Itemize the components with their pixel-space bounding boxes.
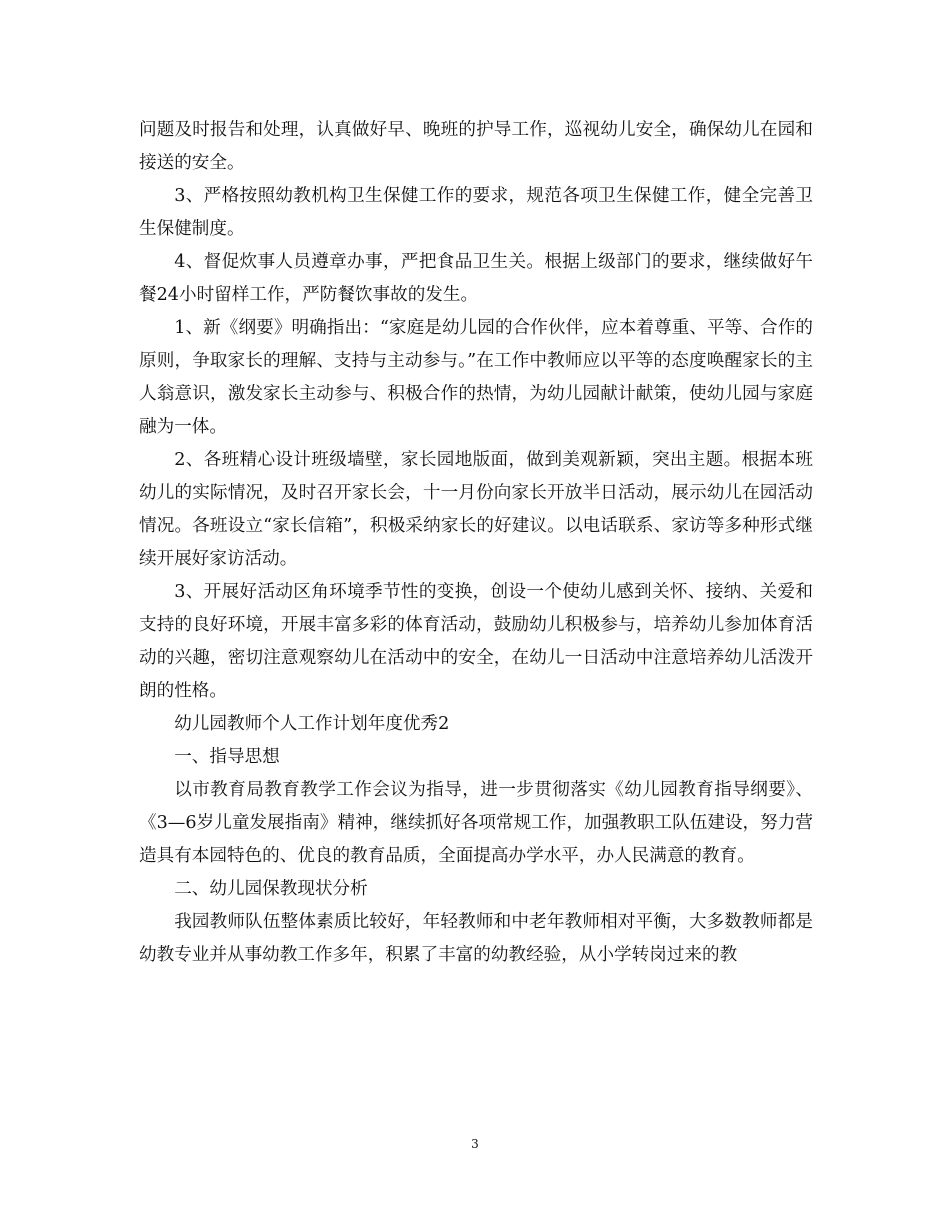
paragraph: 3、开展好活动区角环境季节性的变换，创设一个使幼儿感到关怀、接纳、关爱和支持的良好环境，开展丰富多彩的体育活动，鼓励幼儿积极参与，培养幼儿参加体育活动的兴趣，密切注意观察幼儿在活动中的安全，在幼儿一日活动中注意培养幼儿活泼开朗的性格。 [139, 582, 813, 701]
paragraph: 3、严格按照幼教机构卫生保健工作的要求，规范各项卫生保健工作，健全完善卫生保健制度。 [139, 186, 813, 239]
paragraph: 问题及时报告和处理，认真做好早、晚班的护导工作，巡视幼儿安全，确保幼儿在园和接送的安全。 [139, 120, 813, 173]
paragraph: 4、督促炊事人员遵章办事，严把食品卫生关。根据上级部门的要求，继续做好午餐24小时留样工作，严防餐饮事故的发生。 [139, 252, 813, 305]
paragraph: 以市教育局教育教学工作会议为指导，进一步贯彻落实《幼儿园教育指导纲要》、《3—6岁儿童发展指南》精神，继续抓好各项常规工作，加强教职工队伍建设，努力营造具有本园特色的、优良的教育品质，全面提高办学水平，办人民满意的教育。 [139, 780, 813, 866]
paragraph: 我园教师队伍整体素质比较好，年轻教师和中老年教师相对平衡，大多数教师都是幼教专业并从事幼教工作多年，积累了丰富的幼教经验，从小学转岗过来的教 [139, 912, 813, 965]
document-body [139, 114, 813, 972]
paragraph: 1、新《纲要》明确指出：“家庭是幼儿园的合作伙伴，应本着尊重、平等、合作的原则，争取家长的理解、支持与主动参与。”在工作中教师应以平等的态度唤醒家长的主人翁意识，激发家长主动参与、积极合作的热情，为幼儿园献计献策，使幼儿园与家庭融为一体。 [139, 318, 813, 437]
section-heading: 一、指导思想 [174, 747, 280, 767]
section-title: 幼儿园教师个人工作计划年度优秀2 [174, 714, 450, 734]
paragraph: 2、各班精心设计班级墙壁，家长园地版面，做到美观新颖，突出主题。根据本班幼儿的实际情况，及时召开家长会，十一月份向家长开放半日活动，展示幼儿在园活动情况。各班设立“家长信箱”，积极采纳家长的好建议。以电话联系、家访等多种形式继续开展好家访活动。 [139, 450, 813, 569]
page-number: 3 [471, 1137, 479, 1151]
section-heading: 二、幼儿园保教现状分析 [174, 879, 368, 899]
